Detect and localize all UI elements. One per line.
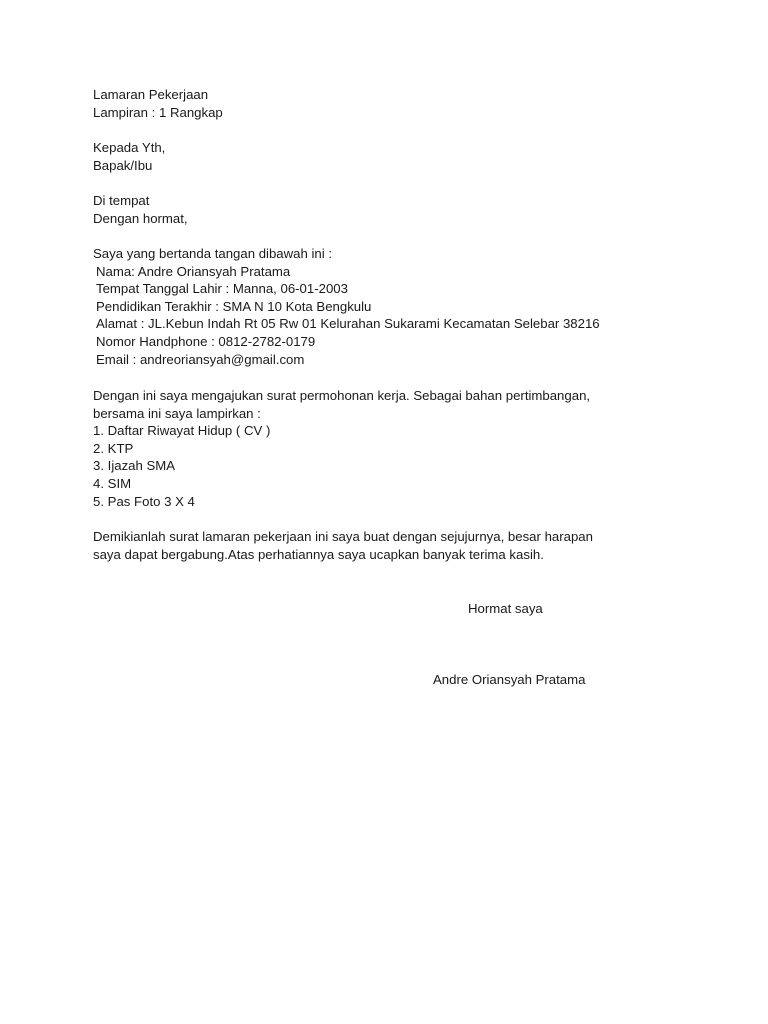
applicant-block: [93, 245, 600, 368]
attachment-count-line: Lampiran : 1 Rangkap: [93, 104, 223, 120]
attachment-item: 1. Daftar Riwayat Hidup ( CV ): [93, 423, 271, 439]
recipient-to: Kepada Yth,: [93, 140, 166, 155]
applicant-address: Alamat : JL.Kebun Indah Rt 05 Rw 01 Kelurahan Sukarami Kecamatan Selebar 38216: [96, 316, 600, 332]
applicant-birth: Tempat Tanggal Lahir : Manna, 06-01-2003: [96, 281, 348, 297]
letter-header: [93, 86, 223, 121]
recipient-name: Bapak/Ibu: [93, 157, 153, 173]
signature-name: Andre Oriansyah Pratama: [433, 672, 586, 687]
subject-line: Lamaran Pekerjaan: [93, 87, 209, 102]
attachment-item: 3. Ijazah SMA: [93, 458, 176, 474]
request-block: [93, 387, 590, 510]
attachment-item: 2. KTP: [93, 440, 134, 456]
attachment-item: 4. SIM: [93, 475, 132, 491]
greeting: Dengan hormat,: [93, 210, 188, 226]
recipient-block: [93, 139, 165, 174]
applicant-education: Pendidikan Terakhir : SMA N 10 Kota Bengkulu: [96, 298, 372, 314]
request-line-1: Dengan ini saya mengajukan surat permohonan kerja. Sebagai bahan pertimbangan,: [93, 388, 591, 403]
closing-line-1: Demikianlah surat lamaran pekerjaan ini saya buat dengan sejujurnya, besar harapan: [93, 529, 593, 544]
closing-line-2: saya dapat bergabung.Atas perhatiannya saya ucapkan banyak terima kasih.: [93, 546, 544, 562]
applicant-name: Nama: Andre Oriansyah Pratama: [96, 263, 291, 279]
attachment-item: 5. Pas Foto 3 X 4: [93, 493, 195, 509]
request-line-2: bersama ini saya lampirkan :: [93, 405, 261, 421]
recipient-place: Di tempat: [93, 193, 150, 208]
applicant-email: Email : andreoriansyah@gmail.com: [96, 351, 305, 367]
regards: Hormat saya: [468, 601, 543, 616]
applicant-phone: Nomor Handphone : 0812-2782-0179: [96, 333, 316, 349]
closing-paragraph: [93, 528, 593, 563]
intro-line: Saya yang bertanda tangan dibawah ini :: [93, 246, 333, 261]
place-greeting-block: [93, 192, 188, 227]
